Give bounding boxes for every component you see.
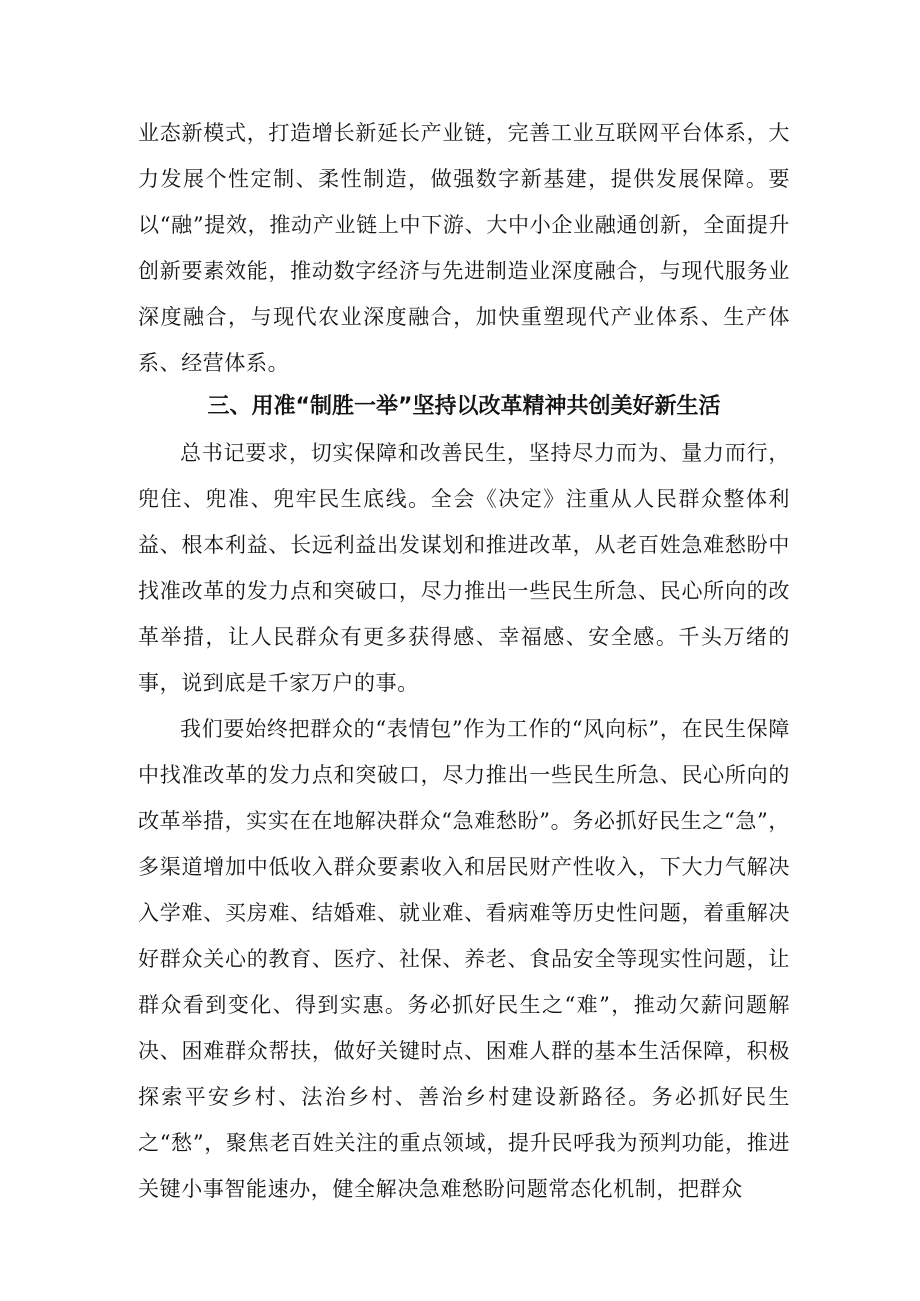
paragraph-2	[138, 430, 790, 706]
section-heading: 三、用准“制胜一举”坚持以改革精神共创美好新生活	[207, 394, 721, 419]
paragraph-text: 业态新模式，打造增长新延长产业链，完善工业互联网平台体系，大力发展个性定制、柔性制造，做强数字新基建，提供发展保障。要以“融”提效，推动产业链上中下游、大中小企业融通创新，全面提升创新要素效能，推动数字经济与先进制造业深度融合，与现代服务业深度融合，与现代农业深度融合，加快重塑现代产业体系、生产体系、经营体系。	[138, 121, 790, 375]
paragraph-3	[138, 706, 790, 1212]
paragraph-continued	[138, 110, 790, 386]
paragraph-text: 总书记要求，切实保障和改善民生，坚持尽力而为、量力而行，兜住、兜准、兜牢民生底线。全会《决定》注重从人民群众整体利益、根本利益、长远利益出发谋划和推进改革，从老百姓急难愁盼中找准改革的发力点和突破口，尽力推出一些民生所急、民心所向的改革举措，让人民群众有更多获得感、幸福感、安全感。千头万绪的事，说到底是千家万户的事。	[138, 441, 790, 695]
paragraph-text: 我们要始终把群众的“表情包”作为工作的“风向标”，在民生保障中找准改革的发力点和突破口，尽力推出一些民生所急、民心所向的改革举措，实实在在地解决群众“急难愁盼”。务必抓好民生之“急”，多渠道增加中低收入群众要素收入和居民财产性收入，下大力气解决入学难、买房难、结婚难、就业难、看病难等历史性问题，着重解决好群众关心的教育、医疗、社保、养老、食品安全等现实性问题，让群众看到变化、得到实惠。务必抓好民生之“难”，推动欠薪问题解决、困难群众帮扶，做好关键时点、困难人群的基本生活保障，积极探索平安乡村、法治乡村、善治乡村建设新路径。务必抓好民生之“愁”，聚焦老百姓关注的重点领域，提升民呼我为预判功能，推进关键小事智能速办，健全解决急难愁盼问题常态化机制，把群众	[138, 717, 790, 1201]
